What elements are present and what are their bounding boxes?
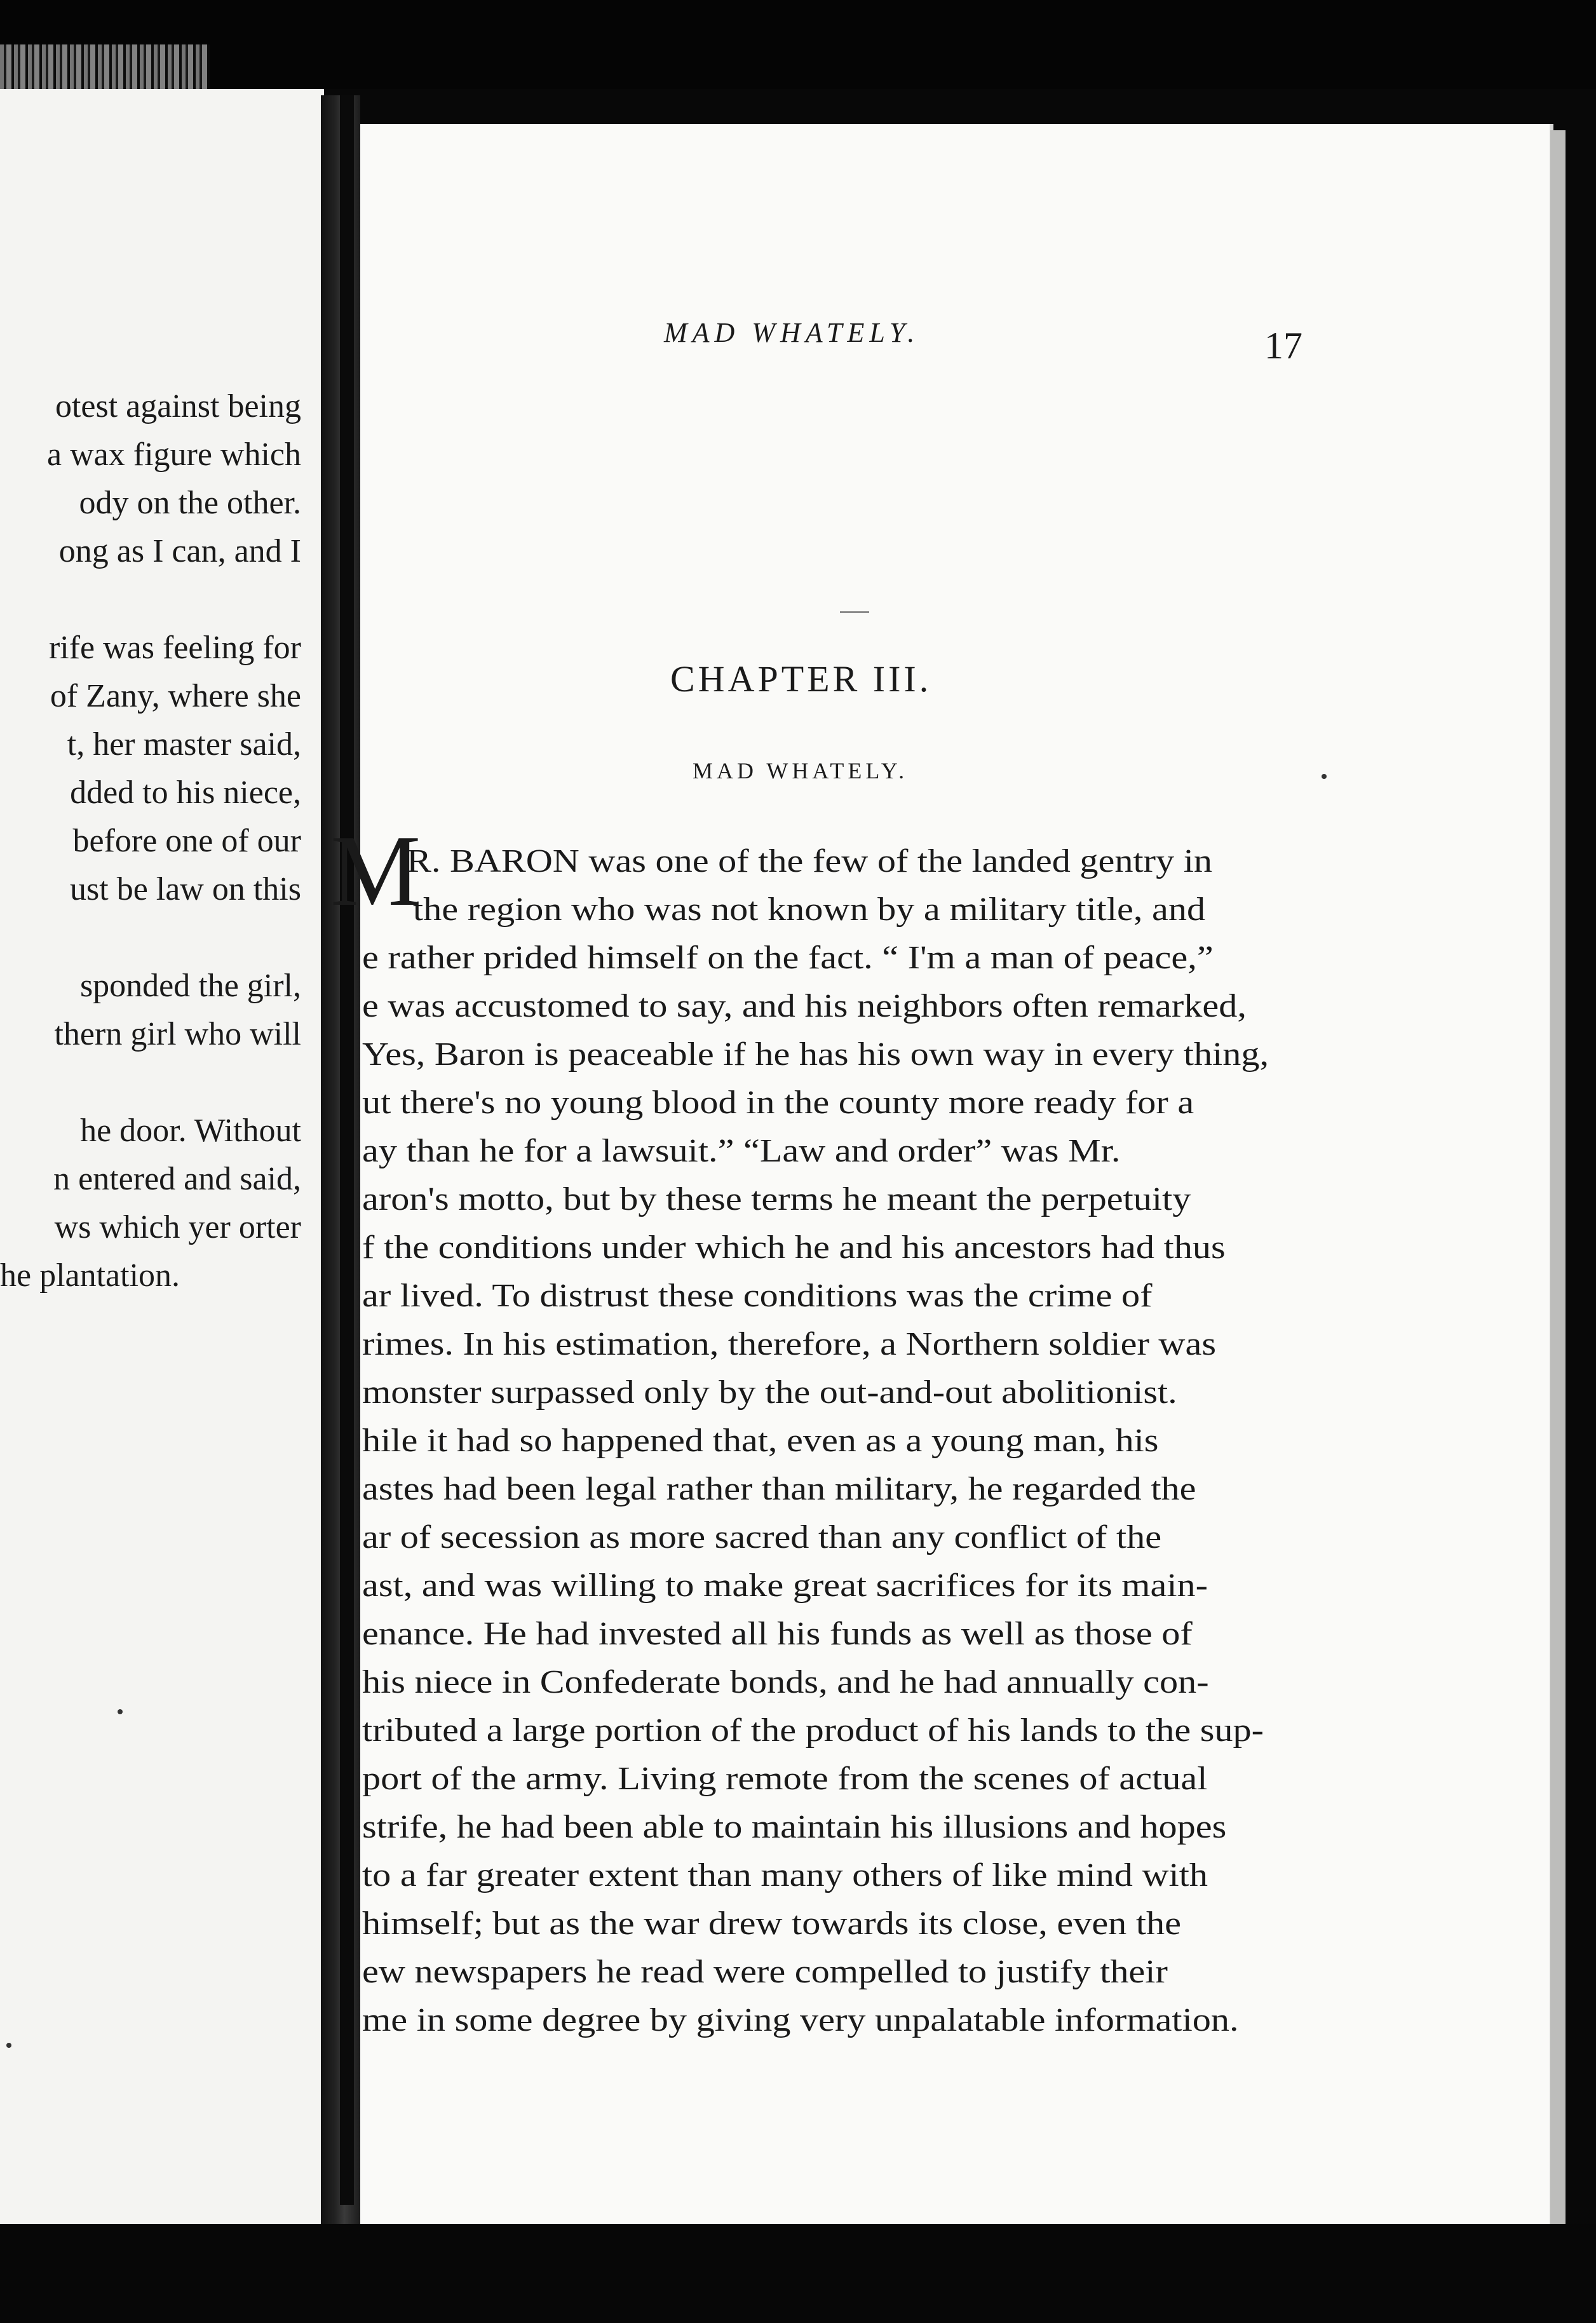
left-page-line: he door. Without <box>80 1113 301 1149</box>
running-head: MAD WHATELY. <box>664 317 920 348</box>
page-edge <box>1550 130 1566 2227</box>
drop-cap: M <box>330 814 421 927</box>
left-page-line: he plantation. <box>0 1257 180 1294</box>
left-page-line: t, her master said, <box>67 726 301 762</box>
left-page-line: thern girl who will <box>54 1016 301 1052</box>
scan-noise <box>0 44 210 89</box>
chapter-heading: CHAPTER III. <box>670 658 932 700</box>
left-page-line: ust be law on this <box>70 871 301 907</box>
body-line: ar of secession as more sacred than any conflict of the <box>362 1519 1162 1555</box>
scan-background-bottom <box>0 2224 1596 2323</box>
body-line: hile it had so happened that, even as a young man, his <box>362 1423 1159 1459</box>
body-line: strife, he had been able to maintain his illusions and hopes <box>362 1809 1227 1845</box>
left-page <box>0 89 324 2224</box>
body-line: ast, and was willing to make great sacrifices for its main- <box>362 1568 1208 1604</box>
left-page-line: rife was feeling for <box>48 630 301 666</box>
left-page-line: dded to his niece, <box>70 775 301 811</box>
left-page-line: ody on the other. <box>79 485 301 521</box>
body-line: the region who was not known by a military title, and <box>413 891 1206 928</box>
ornament-rule <box>840 611 869 613</box>
left-page-line: sponded the girl, <box>79 968 301 1004</box>
body-line: tributed a large portion of the product of his lands to the sup- <box>362 1712 1264 1749</box>
body-line: his niece in Confederate bonds, and he had annually con- <box>362 1664 1209 1700</box>
body-line: R. BARON was one of the few of the landed gentry in <box>407 843 1213 879</box>
speck <box>1322 774 1327 779</box>
body-line: rimes. In his estimation, therefore, a Northern soldier was <box>362 1326 1216 1362</box>
body-line: port of the army. Living remote from the scenes of actual <box>362 1761 1208 1797</box>
left-page-line: ong as I can, and I <box>58 533 301 569</box>
body-line: astes had been legal rather than military, he regarded the <box>362 1471 1196 1507</box>
left-page-line: a wax figure which <box>47 437 301 473</box>
body-line: himself; but as the war drew towards its close, even the <box>362 1906 1182 1942</box>
speck <box>6 2043 11 2048</box>
body-line: e rather prided himself on the fact. “ I'm a man of peace,” <box>362 940 1214 976</box>
gutter-shadow <box>340 95 354 2205</box>
body-line: enance. He had invested all his funds as well as those of <box>362 1616 1193 1652</box>
scan-background-top <box>0 0 1596 89</box>
body-line: e was accustomed to say, and his neighbors often remarked, <box>362 988 1247 1024</box>
body-line: ut there's no young blood in the county more ready for a <box>362 1085 1194 1121</box>
left-page-line: n entered and said, <box>53 1161 301 1197</box>
body-line: monster surpassed only by the out-and-out abolitionist. <box>362 1374 1177 1411</box>
body-line: ew newspapers he read were compelled to justify their <box>362 1954 1168 1990</box>
body-line: Yes, Baron is peaceable if he has his own way in every thing, <box>362 1036 1269 1073</box>
body-line: me in some degree by giving very unpalatable information. <box>362 2002 1239 2038</box>
left-page-line: of Zany, where she <box>50 678 301 714</box>
speck <box>118 1709 123 1714</box>
body-line: to a far greater extent than many others of like mind with <box>362 1857 1208 1893</box>
body-line: f the conditions under which he and his ancestors had thus <box>362 1229 1226 1266</box>
body-line: ar lived. To distrust these conditions was the crime of <box>362 1278 1153 1314</box>
left-page-line: ws which yer orter <box>54 1209 301 1245</box>
chapter-title: MAD WHATELY. <box>693 758 909 783</box>
body-line: ay than he for a lawsuit.” “Law and order” was Mr. <box>362 1133 1121 1169</box>
left-page-line: before one of our <box>72 823 301 859</box>
body-line: aron's motto, but by these terms he meant the perpetuity <box>362 1181 1191 1217</box>
left-page-line: otest against being <box>55 388 301 424</box>
page-number: 17 <box>1264 325 1302 367</box>
